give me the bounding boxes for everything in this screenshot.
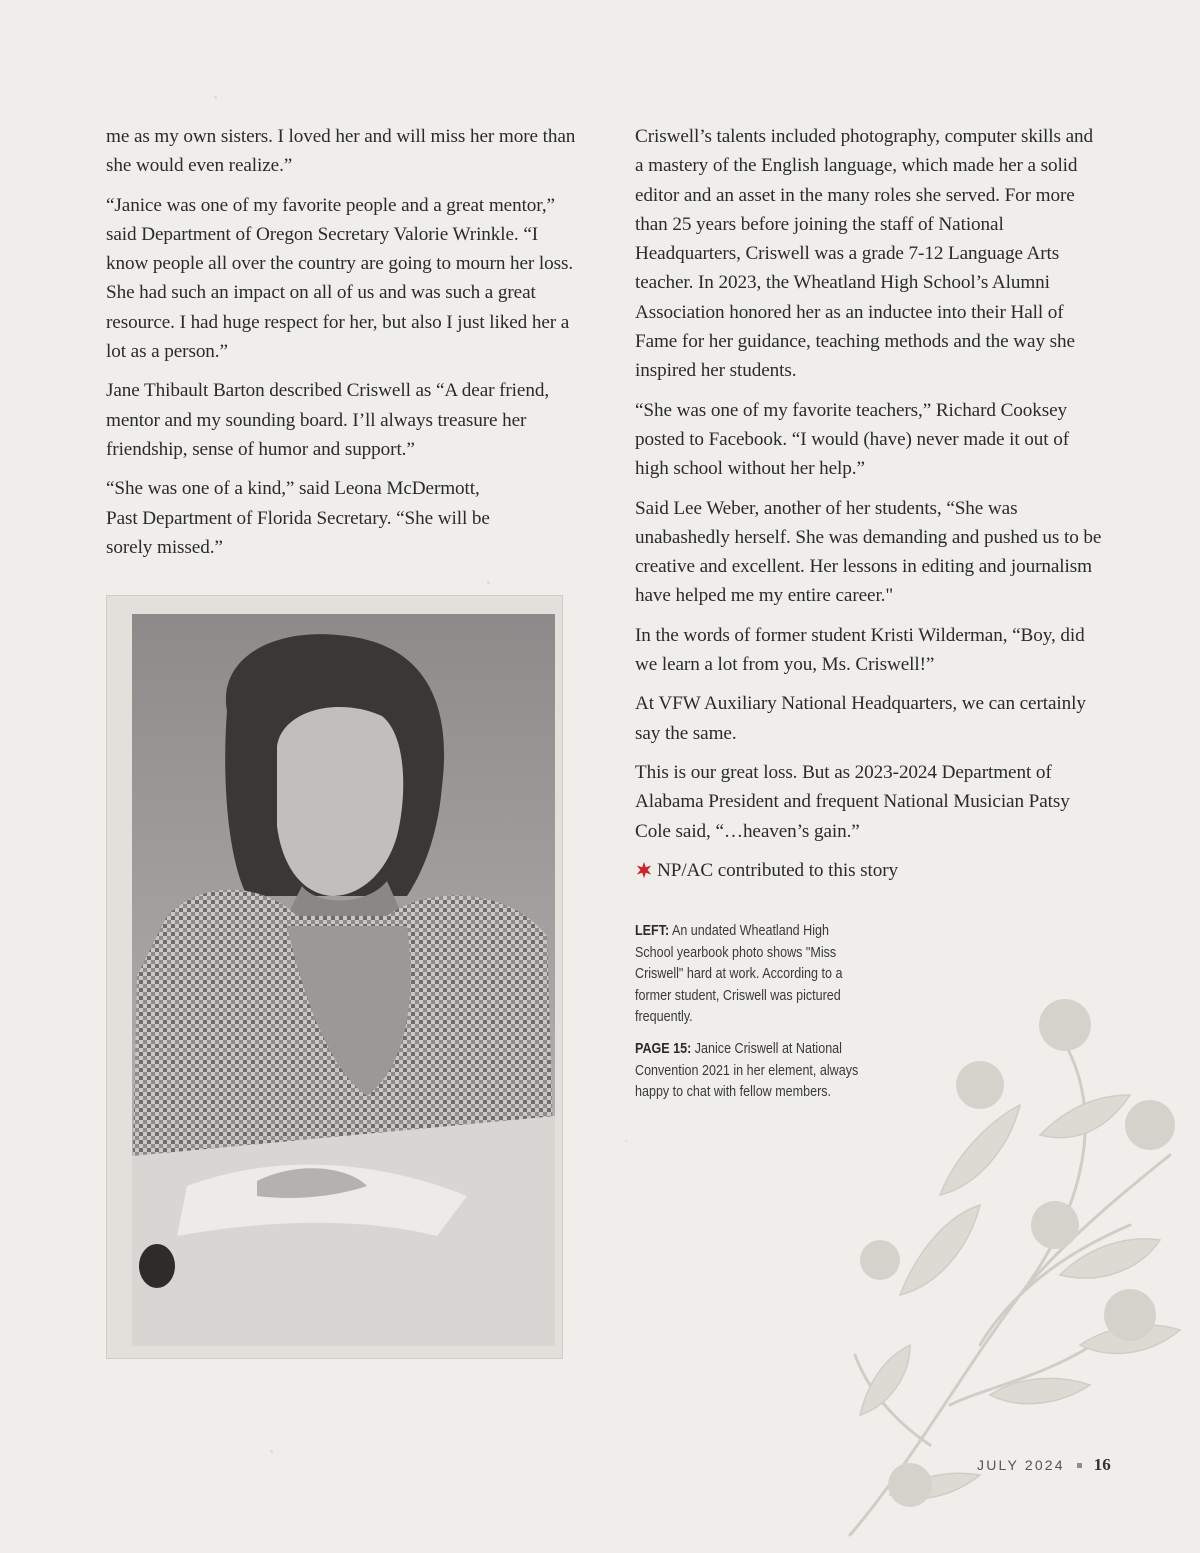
body-paragraph: In the words of former student Kristi Wilderman, “Boy, did we learn a lot from you, Ms. Criswell!” <box>635 624 1085 676</box>
body-paragraph: me as my own sisters. I loved her and will miss her more than she would even realize.” <box>106 126 576 177</box>
left-column <box>106 122 576 572</box>
caption-label: PAGE 15: <box>635 1040 692 1057</box>
footer-separator <box>1077 1463 1082 1468</box>
caption-label: LEFT: <box>635 923 670 939</box>
issue-date: JULY 2024 <box>977 1457 1065 1473</box>
body-paragraph: Jane Thibault Barton described Criswell as “A dear friend, mentor and my sounding board. I’ll always treasure her friendship, sense of humor and support.” <box>106 380 550 460</box>
caption-page-15 <box>635 1039 859 1104</box>
caption-text: Janice Criswell at National Convention 2021 in her element, always happy to chat with fellow members. <box>635 1040 859 1101</box>
body-paragraph: “Janice was one of my favorite people and a great mentor,” said Department of Oregon Secretary Valorie Wrinkle. “I know people all over the country are going to mourn her loss. She had such an impact on all of us and was such a great resource. I had huge respect for her, but also I just liked her a lot as a person.” <box>106 194 574 363</box>
paper-speck <box>214 96 217 99</box>
right-column <box>635 122 1105 895</box>
paper-speck <box>625 1140 627 1142</box>
photo-captions <box>635 921 859 1114</box>
yearbook-photo <box>107 596 562 1358</box>
body-paragraph: “She was one of a kind,” said Leona McDermott, Past Department of Florida Secretary. “She will be sorely missed.” <box>106 478 490 558</box>
credit-text: NP/AC contributed to this story <box>657 859 899 881</box>
page-number: 16 <box>1093 1455 1111 1474</box>
caption-text: An undated Wheatland High School yearbook photo shows "Miss Criswell" hard at work. According to a former student, Criswell was pictured frequently. <box>635 923 843 1026</box>
body-paragraph: Criswell’s talents included photography, computer skills and a mastery of the English language, which made her a solid editor and an asset in the many roles she served. For more than 25 years before joining the staff of National Headquarters, Criswell was a grade 7-12 Language Arts teacher. In 2023, the Wheatland High School’s Alumni Association honored her as an inductee into their Hall of Fame for her guidance, teaching methods and the way she inspired her students. <box>635 126 1093 382</box>
story-credit <box>635 856 1105 885</box>
paper-speck <box>487 581 490 584</box>
red-star-cross-icon <box>635 861 653 879</box>
body-paragraph: “She was one of my favorite teachers,” Richard Cooksey posted to Facebook. “I would (have) never made it out of high school without her help.” <box>635 399 1069 480</box>
paper-speck <box>270 1450 273 1453</box>
page-footer <box>977 1455 1111 1475</box>
caption-left <box>635 921 859 1029</box>
body-paragraph: This is our great loss. But as 2023-2024 Department of Alabama President and frequent National Musician Patsy Cole said, “…heaven’s gain.” <box>635 761 1070 842</box>
body-paragraph: Said Lee Weber, another of her students, “She was unabashedly herself. She was demanding and pushed us to be creative and excellent. Her lessons in editing and journalism have helped me my entire career." <box>635 497 1102 607</box>
body-paragraph: At VFW Auxiliary National Headquarters, we can certainly say the same. <box>635 693 1086 744</box>
